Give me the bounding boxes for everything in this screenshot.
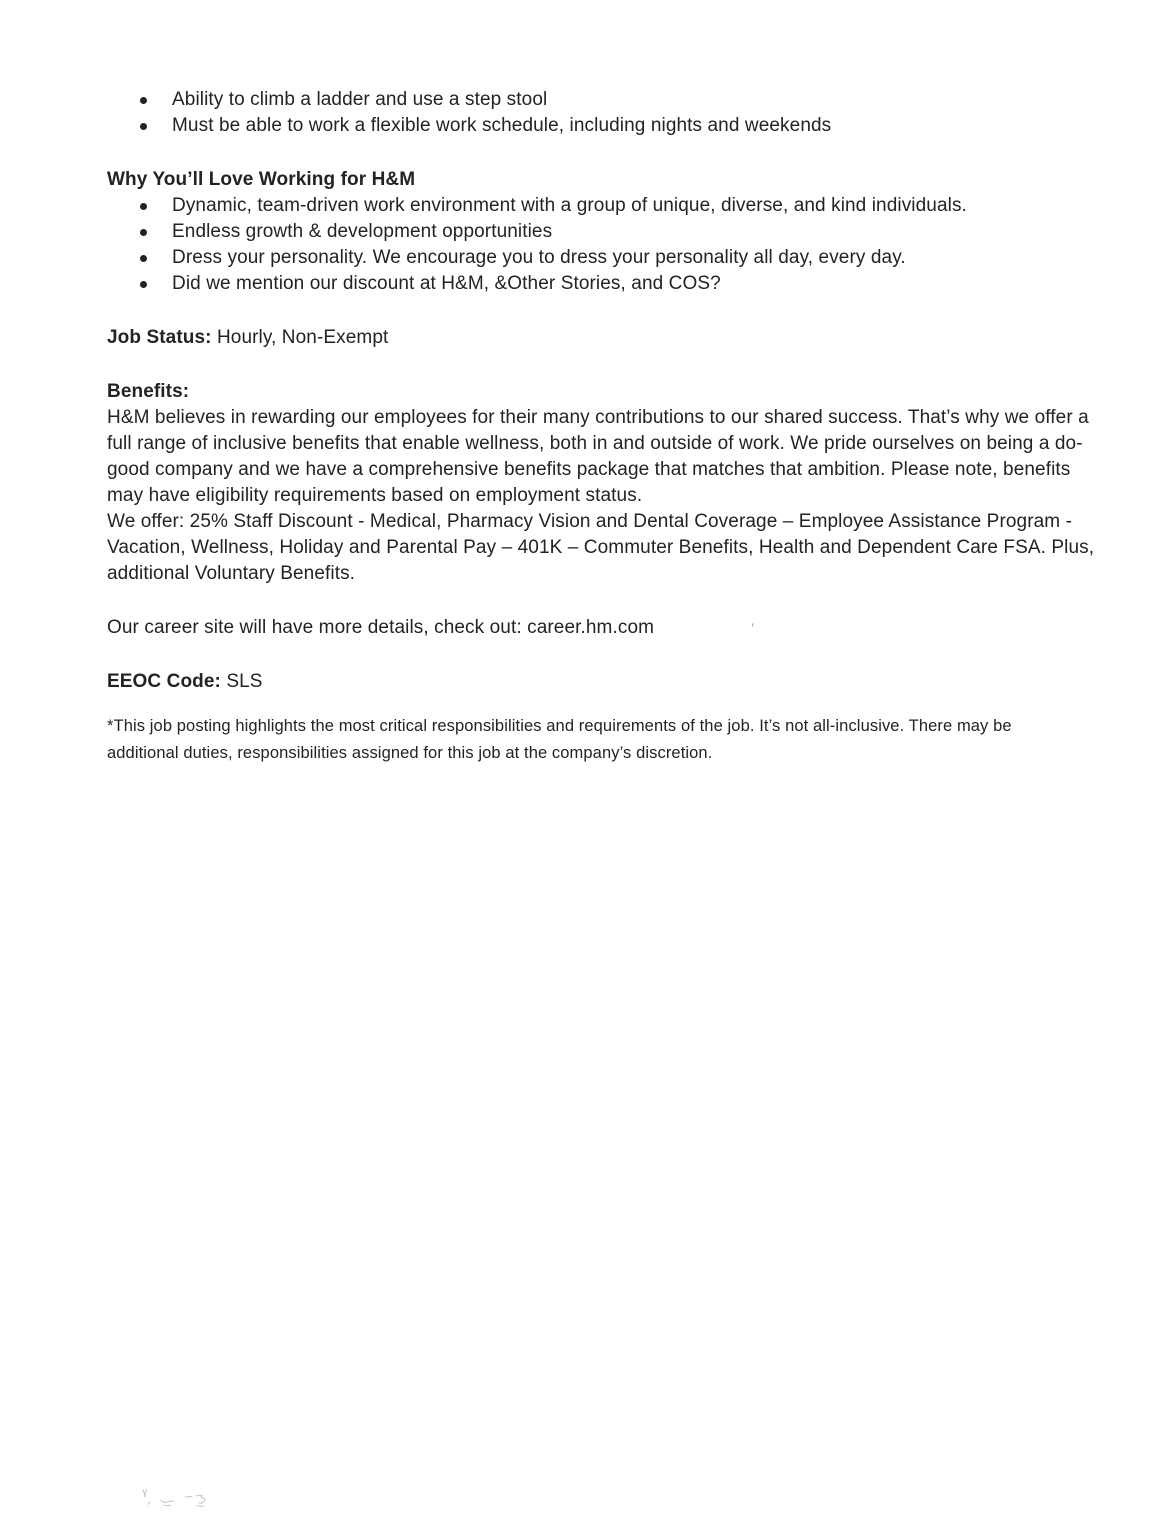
job-status-label: Job Status:	[107, 327, 212, 348]
bullet-dot-icon	[140, 203, 147, 210]
paragraph-line: Vacation, Wellness, Holiday and Parental Pay – 401K – Commuter Benefits, Health and Dependent Care FSA. Plus,	[107, 537, 1095, 558]
list-item	[107, 113, 1058, 139]
bullet-text: Ability to climb a ladder and use a step stool	[172, 89, 548, 110]
offer-paragraph	[107, 509, 1095, 587]
bullet-dot-icon	[140, 97, 147, 104]
job-status-value: Hourly, Non-Exempt	[216, 327, 389, 348]
paragraph-line: We offer: 25% Staff Discount - Medical, Pharmacy Vision and Dental Coverage – Employee Assistance Program -	[107, 511, 1073, 532]
paragraph-line: full range of inclusive benefits that enable wellness, both in and outside of work. We pride ourselves on being a do-	[107, 433, 1083, 454]
footnote-line: *This job posting highlights the most critical responsibilities and requirements of the job. It’s not all-inclusive. There may be	[107, 717, 1012, 735]
footnote-line: additional duties, responsibilities assigned for this job at the company’s discretion.	[107, 743, 713, 762]
bullet-dot-icon	[140, 281, 147, 288]
paragraph-line: may have eligibility requirements based on employment status.	[107, 485, 643, 506]
why-heading: Why You’ll Love Working for H&M	[107, 169, 416, 190]
paragraph-line: good company and we have a comprehensive benefits package that matches that ambition. Please note, benefits	[107, 459, 1071, 480]
requirements-list	[107, 87, 1058, 139]
bullet-text: Did we mention our discount at H&M, &Other Stories, and COS?	[172, 273, 721, 294]
bullet-text: Dynamic, team-driven work environment with a group of unique, diverse, and kind individuals.	[172, 195, 967, 216]
bullet-text: Must be able to work a flexible work schedule, including nights and weekends	[172, 115, 832, 136]
bullet-text: Dress your personality. We encourage you to dress your personality all day, every day.	[172, 247, 906, 268]
eeoc-value: SLS	[226, 671, 263, 692]
pencil-scribble-mark	[133, 1484, 223, 1510]
eeoc-label: EEOC Code:	[107, 671, 221, 692]
list-item	[107, 245, 1058, 271]
job-status-line	[107, 325, 1058, 351]
footnote	[107, 713, 1058, 766]
paragraph-line: H&M believes in rewarding our employees for their many contributions to our shared success. That’s why we offer a	[107, 407, 1089, 428]
paragraph-line: additional Voluntary Benefits.	[107, 563, 356, 584]
why-list	[107, 193, 1058, 297]
bullet-dot-icon	[140, 123, 147, 130]
bullet-text: Endless growth & development opportunities	[172, 221, 553, 242]
list-item	[107, 219, 1058, 245]
benefits-heading: Benefits:	[107, 381, 190, 402]
benefits-paragraph	[107, 405, 1089, 509]
list-item	[107, 271, 1058, 297]
list-item	[107, 87, 1058, 113]
eeoc-line	[107, 669, 1058, 695]
stray-ink-mark: ’	[748, 620, 756, 638]
list-item	[107, 193, 1058, 219]
bullet-dot-icon	[140, 229, 147, 236]
career-site-line: Our career site will have more details, check out: career.hm.com	[107, 617, 655, 638]
bullet-dot-icon	[140, 255, 147, 262]
